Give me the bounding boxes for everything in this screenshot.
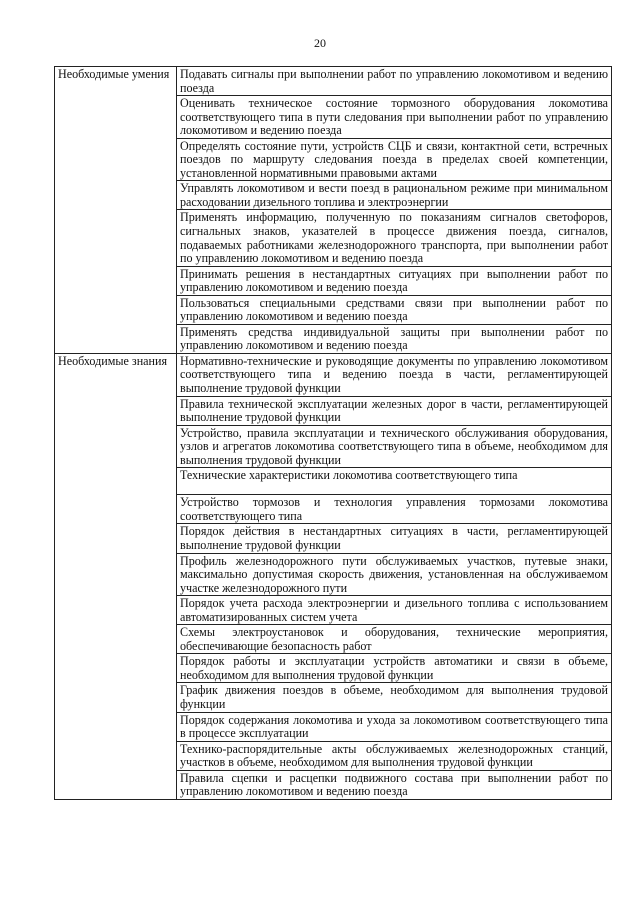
knowledge-item: Правила технической эксплуатации железных дорог в части, регламентирующей выполнение трудовой функции — [177, 396, 612, 425]
knowledge-item: Технико-распорядительные акты обслуживаемых железнодорожных станций, участков в объеме, необходимом для выполнения трудовой функции — [177, 741, 612, 770]
knowledge-item: Профиль железнодорожного пути обслуживаемых участков, путевые знаки, максимально допустимая скорость движения, установленная на обслуживаемом участке железнодорожного пути — [177, 553, 612, 596]
knowledge-item: Устройство тормозов и технология управления тормозами локомотива соответствующего типа — [177, 495, 612, 524]
skill-item: Применять средства индивидуальной защиты при выполнении работ по управлению локомотивом и ведению поезда — [177, 324, 612, 353]
section-label-skills: Необходимые умения — [55, 67, 177, 354]
table-row — [55, 353, 612, 396]
knowledge-item: Нормативно-технические и руководящие документы по управлению локомотивом соответствующего типа и ведению поезда в части, регламентирующей выполнение трудовой функции — [177, 353, 612, 396]
knowledge-item: График движения поездов в объеме, необходимом для выполнения трудовой функции — [177, 683, 612, 712]
knowledge-item: Схемы электроустановок и оборудования, технические мероприятия, обеспечивающие безопасность работ — [177, 625, 612, 654]
skill-item: Принимать решения в нестандартных ситуациях при выполнении работ по управлению локомотивом и ведению поезда — [177, 266, 612, 295]
skill-item: Пользоваться специальными средствами связи при выполнении работ по управлению локомотивом и ведению поезда — [177, 295, 612, 324]
section-label-knowledge: Необходимые знания — [55, 353, 177, 799]
skill-item: Определять состояние пути, устройств СЦБ и связи, контактной сети, встречных поездов по маршруту следования поезда в пределах своей компетенции, установленной нормативными правовыми актами — [177, 138, 612, 181]
knowledge-item: Правила сцепки и расцепки подвижного состава при выполнении работ по управлению локомотивом и ведению поезда — [177, 770, 612, 799]
skill-item: Подавать сигналы при выполнении работ по управлению локомотивом и ведению поезда — [177, 67, 612, 96]
skills-section — [55, 67, 612, 354]
knowledge-item: Технические характеристики локомотива соответствующего типа — [177, 468, 612, 495]
knowledge-item: Порядок работы и эксплуатации устройств автоматики и связи в объеме, необходимом для выполнения трудовой функции — [177, 654, 612, 683]
knowledge-item: Порядок действия в нестандартных ситуациях в части, регламентирующей выполнение трудовой функции — [177, 524, 612, 553]
skill-item: Применять информацию, полученную по показаниям сигналов светофоров, сигнальных знаков, указателей в процессе движения поезда, сигналов, подаваемых работниками железнодорожного транспорта, при выполнении работ по управлению локомотивом и ведению поезда — [177, 210, 612, 266]
knowledge-item: Устройство, правила эксплуатации и технического обслуживания оборудования, узлов и агрегатов локомотива соответствующего типа в объеме, необходимом для выполнения трудовой функции — [177, 425, 612, 468]
knowledge-item: Порядок учета расхода электроэнергии и дизельного топлива с использованием автоматизированных систем учета — [177, 596, 612, 625]
skill-item: Управлять локомотивом и вести поезд в рациональном режиме при минимальном расходовании дизельного топлива и электроэнергии — [177, 181, 612, 210]
knowledge-section — [55, 353, 612, 799]
knowledge-item: Порядок содержания локомотива и ухода за локомотивом соответствующего типа в процессе эксплуатации — [177, 712, 612, 741]
requirements-table — [54, 66, 612, 800]
skill-item: Оценивать техническое состояние тормозного оборудования локомотива соответствующего типа в пути следования при выполнении работ по управлению локомотивом и ведению поезда — [177, 96, 612, 139]
table-row — [55, 67, 612, 96]
page-number: 20 — [314, 36, 326, 50]
